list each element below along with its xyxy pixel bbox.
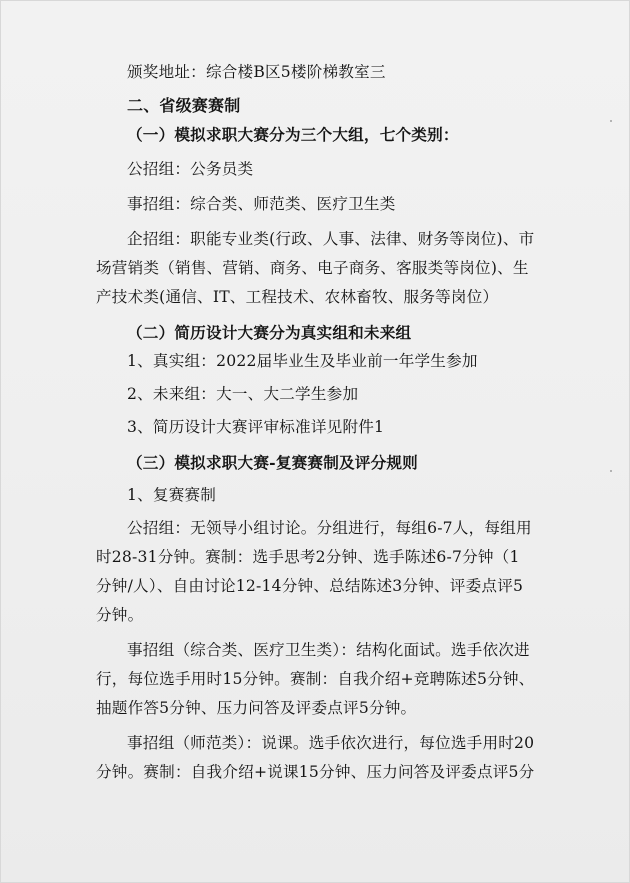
gongzhao-rules-paragraph [96, 514, 538, 630]
shifan-rules-paragraph [96, 729, 538, 787]
scan-speck [610, 470, 612, 472]
qizhao-line-3: 产技术类(通信、IT、工程技术、农林畜牧、服务等岗位） [96, 288, 499, 306]
shifan-rules-line-1: 事招组（师范类）：说课。选手依次进行，每位选手用时20 [127, 734, 535, 752]
gongzhao-rules-line-2: 时28-31分钟。赛制：选手思考2分钟、选手陈述6-7分钟（1 [96, 548, 520, 566]
gongzhao-line: 公招组：公务员类 [127, 160, 254, 178]
shizhao-line: 事招组：综合类、师范类、医疗卫生类 [127, 195, 396, 213]
shizhao-rules-line-1: 事招组（综合类、医疗卫生类）：结构化面试。选手依次进 [127, 641, 530, 659]
part3-subheading: 1、复赛赛制 [127, 486, 217, 504]
part1-heading: （一）模拟求职大赛分为三个大组，七个类别： [127, 125, 459, 144]
shizhao-rules-paragraph [96, 636, 538, 723]
part2-item-2: 2、未来组：大一、大二学生参加 [127, 385, 359, 403]
section-title: 二、省级赛赛制 [127, 96, 241, 115]
shifan-rules-line-2: 分钟。赛制：自我介绍+说课15分钟、压力问答及评委点评5分 [96, 763, 535, 781]
document-body [96, 58, 538, 787]
gongzhao-rules-line-4: 分钟。 [96, 606, 144, 624]
gongzhao-rules-line-3: 分钟/人）、自由讨论12-14分钟、总结陈述3分钟、评委点评5 [96, 577, 524, 595]
part2-item-3: 3、简历设计大赛评审标准详见附件1 [127, 418, 385, 436]
shizhao-rules-line-2: 行，每位选手用时15分钟。赛制：自我介绍+竞聘陈述5分钟、 [96, 670, 535, 688]
part2-heading: （二）简历设计大赛分为真实组和未来组 [127, 323, 412, 342]
part2-item-1: 1、真实组：2022届毕业生及毕业前一年学生参加 [127, 352, 478, 370]
qizhao-line-2: 场营销类（销售、营销、商务、电子商务、客服类等岗位)、生 [96, 259, 529, 277]
shizhao-rules-line-3: 抽题作答5分钟、压力问答及评委点评5分钟。 [96, 699, 417, 717]
award-location-line: 颁奖地址：综合楼B区5楼阶梯教室三 [127, 63, 386, 81]
gongzhao-rules-line-1: 公招组：无领导小组讨论。分组进行，每组6-7人，每组用 [127, 519, 532, 537]
scan-speck [610, 120, 612, 122]
part3-heading: （三）模拟求职大赛-复赛赛制及评分规则 [127, 453, 418, 472]
qizhao-paragraph [96, 225, 538, 312]
qizhao-line-1: 企招组：职能专业类(行政、人事、法律、财务等岗位)、市 [127, 230, 535, 248]
